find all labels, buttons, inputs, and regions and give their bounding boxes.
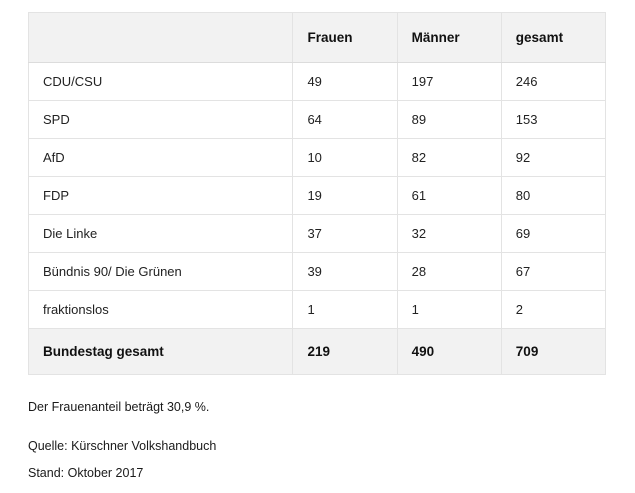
cell-frauen: 19 bbox=[293, 177, 397, 215]
row-label: SPD bbox=[29, 101, 293, 139]
table-row bbox=[29, 101, 606, 139]
cell-maenner: 197 bbox=[397, 63, 501, 101]
table-row bbox=[29, 139, 606, 177]
cell-maenner: 32 bbox=[397, 215, 501, 253]
cell-frauen: 49 bbox=[293, 63, 397, 101]
table-header bbox=[29, 13, 606, 63]
column-header-maenner: Männer bbox=[397, 13, 501, 63]
cell-gesamt: 2 bbox=[501, 291, 605, 329]
cell-maenner: 82 bbox=[397, 139, 501, 177]
date-note: Stand: Oktober 2017 bbox=[28, 465, 144, 480]
table-total-row bbox=[29, 329, 606, 375]
cell-frauen: 39 bbox=[293, 253, 397, 291]
row-label: Die Linke bbox=[29, 215, 293, 253]
row-label: fraktionslos bbox=[29, 291, 293, 329]
cell-maenner: 1 bbox=[397, 291, 501, 329]
cell-maenner: 61 bbox=[397, 177, 501, 215]
row-label: CDU/CSU bbox=[29, 63, 293, 101]
cell-maenner: 28 bbox=[397, 253, 501, 291]
row-label: FDP bbox=[29, 177, 293, 215]
table-row bbox=[29, 291, 606, 329]
total-frauen: 219 bbox=[293, 329, 397, 375]
cell-frauen: 37 bbox=[293, 215, 397, 253]
table-header-row bbox=[29, 13, 606, 63]
cell-gesamt: 69 bbox=[501, 215, 605, 253]
cell-gesamt: 80 bbox=[501, 177, 605, 215]
column-header-party bbox=[29, 13, 293, 63]
table-row bbox=[29, 63, 606, 101]
footnotes bbox=[28, 399, 607, 482]
table-body bbox=[29, 63, 606, 375]
total-label: Bundestag gesamt bbox=[29, 329, 293, 375]
column-header-frauen: Frauen bbox=[293, 13, 397, 63]
column-header-gesamt: gesamt bbox=[501, 13, 605, 63]
row-label: AfD bbox=[29, 139, 293, 177]
cell-frauen: 10 bbox=[293, 139, 397, 177]
cell-maenner: 89 bbox=[397, 101, 501, 139]
cell-gesamt: 246 bbox=[501, 63, 605, 101]
cell-frauen: 1 bbox=[293, 291, 397, 329]
cell-gesamt: 67 bbox=[501, 253, 605, 291]
women-share-note: Der Frauenanteil beträgt 30,9 %. bbox=[28, 400, 210, 414]
source-note: Quelle: Kürschner Volkshandbuch bbox=[28, 438, 217, 453]
cell-gesamt: 92 bbox=[501, 139, 605, 177]
cell-frauen: 64 bbox=[293, 101, 397, 139]
bundestag-gender-table bbox=[28, 12, 606, 375]
row-label: Bündnis 90/ Die Grünen bbox=[29, 253, 293, 291]
total-maenner: 490 bbox=[397, 329, 501, 375]
total-gesamt: 709 bbox=[501, 329, 605, 375]
table-row bbox=[29, 215, 606, 253]
table-row bbox=[29, 177, 606, 215]
table-row bbox=[29, 253, 606, 291]
cell-gesamt: 153 bbox=[501, 101, 605, 139]
